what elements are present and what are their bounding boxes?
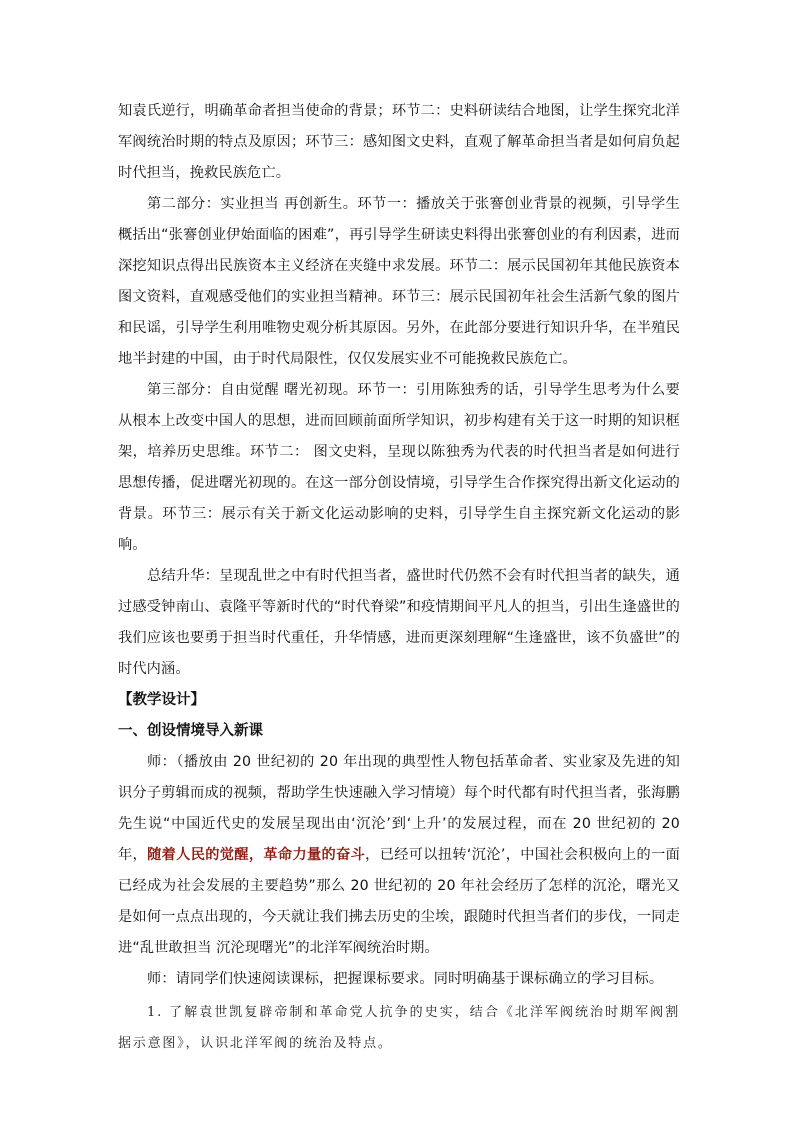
- learning-objective-1: 1. 了解袁世凯复辟帝制和革命党人抗争的史实，结合《北洋军阀统治时期军阀割据示意图》，认识北洋军阀的统治及特点。: [118, 1005, 680, 1051]
- teaching-design-heading: 【教学设计】: [118, 692, 205, 708]
- part-three-paragraph: 第三部分：自由觉醒 曙光初现。环节一：引用陈独秀的话，引导学生思考为什么要从根本上改变中国人的思想，进而回顾前面所学知识，初步构建有关于这一时期的知识框架，培养历史思维。环节二： 图文史料，呈现以陈独秀为代表的时代担当者是如何进行思想传播，促进曙光初现的。在这一部分创设情境，引导学生合作探究得出新文化运动的背景。环节三：展示有关于新文化运动影响的史料，引导学生自主探究新文化运动的影响。: [118, 382, 680, 553]
- teacher-curriculum-paragraph: 师：请同学们快速阅读课标，把握课标要求。同时明确基于课标确立的学习目标。: [147, 971, 664, 987]
- teacher-intro-text-start: 师：（播放由 20 世纪初的 20 年出现的典型性人物包括革命者、实业家及先进的知识分子剪辑而成的视频，帮助学生快速融入学习情境）每个时代都有时代担当者，张海鹏先生说“中国近代史的发展呈现出由‘沉沦’到‘上升’的发展过程，而在 20 世纪初的 20 年，: [118, 754, 680, 863]
- intro-continuation-paragraph: 知袁氏逆行，明确革命者担当使命的背景；环节二：史料研读结合地图，让学生探究北洋军阀统治时期的特点及原因；环节三：感知图文史料，直观了解革命担当者是如何肩负起时代担当，挽救民族危亡。: [118, 103, 680, 181]
- document-body: [118, 96, 680, 1059]
- part-two-paragraph: 第二部分：实业担当 再创新生。环节一：播放关于张謇创业背景的视频，引导学生概括出“张謇创业伊始面临的困难”，再引导学生研读史料得出张謇创业的有利因素，进而深挖知识点得出民族资本主义经济在夹缝中求发展。环节二：展示民国初年其他民族资本图文资料，直观感受他们的实业担当精神。环节三：展示民国初年社会生活新气象的图片和民谣，引导学生利用唯物史观分析其原因。另外，在此部分要进行知识升华，在半殖民地半封建的中国，由于时代局限性，仅仅发展实业不可能挽救民族危亡。: [118, 196, 680, 367]
- summary-paragraph: 总结升华：呈现乱世之中有时代担当者，盛世时代仍然不会有时代担当者的缺失，通过感受钟南山、袁隆平等新时代的“时代脊梁”和疫情期间平凡人的担当，引出生逢盛世的我们应该也要勇于担当时代重任，升华情感，进而更深刻理解“生逢盛世，该不负盛世”的时代内涵。: [118, 568, 680, 677]
- teacher-intro-text-end: ，已经可以扭转‘沉沦’，中国社会积极向上的一面已经成为社会发展的主要趋势”那么 20 世纪初的 20 年社会经历了怎样的沉沦，曙光又是如何一点点出现的，今天就让我们拂去历史的尘埃，跟随时代担当者们的步伐，一同走进“乱世敢担当 沉沦现曙光”的北洋军阀统治时期。: [118, 847, 680, 956]
- teacher-intro-paragraph: [118, 747, 680, 964]
- section-one-heading: 一、创设情境导入新课: [118, 723, 263, 739]
- teacher-intro-highlight: 随着人民的觉醒，革命力量的奋斗: [147, 847, 366, 863]
